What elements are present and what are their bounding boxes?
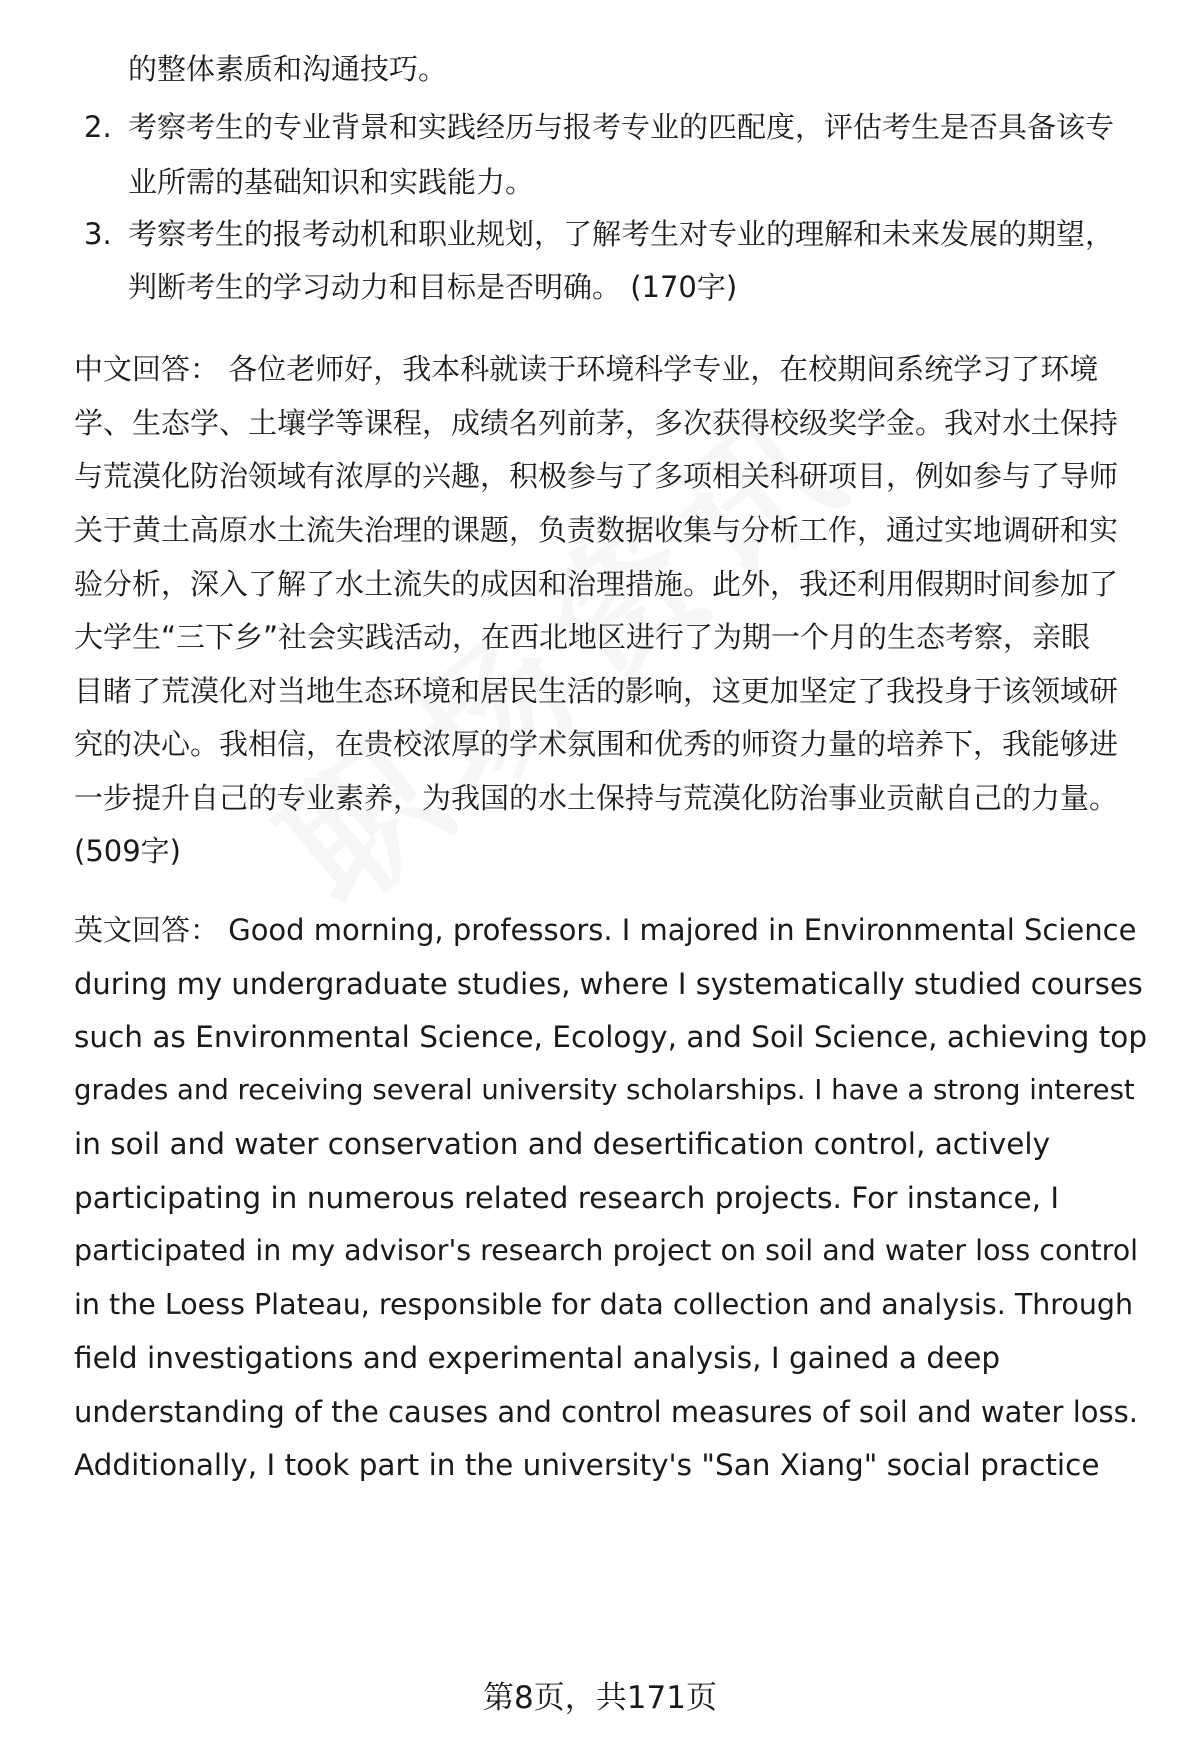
chinese-answer-line: 大学生“三下乡”社会实践活动，在西北地区进行了为期一个月的生态考察，亲眼 bbox=[74, 620, 1091, 654]
chinese-answer-line: 目睹了荒漠化对当地生态环境和居民生活的影响，这更加坚定了我投身于该领域研 bbox=[74, 674, 1119, 708]
english-answer-line: understanding of the causes and control measures of soil and water loss. bbox=[74, 1395, 1138, 1429]
list-item-3-number: 3. bbox=[84, 217, 112, 251]
list-item-2-line-2: 业所需的基础知识和实践能力。 bbox=[128, 165, 535, 199]
list-item-2-number: 2. bbox=[84, 110, 112, 144]
list-item-3-line-1: 考察考生的报考动机和职业规划，了解考生对专业的理解和未来发展的期望， bbox=[128, 217, 1115, 251]
page-number-footer: 第8页，共171页 bbox=[483, 1680, 717, 1716]
list-item-3-line-2: 判断考生的学习动力和目标是否明确。 (170字) bbox=[128, 270, 738, 304]
list-item-2-line-1: 考察考生的专业背景和实践经历与报考专业的匹配度，评估考生是否具备该专 bbox=[128, 110, 1115, 144]
chinese-answer-line: 究的决心。我相信，在贵校浓厚的学术氛围和优秀的师资力量的培养下，我能够进 bbox=[74, 727, 1119, 761]
chinese-answer-line: 中文回答： 各位老师好，我本科就读于环境科学专业，在校期间系统学习了环境 bbox=[74, 352, 1099, 386]
list-item-1-tail: 的整体素质和沟通技巧。 bbox=[128, 52, 448, 86]
english-answer-line: participated in my advisor's research project on soil and water loss control bbox=[74, 1234, 1139, 1267]
chinese-answer-line: 与荒漠化防治领域有浓厚的兴趣，积极参与了多项相关科研项目，例如参与了导师 bbox=[74, 459, 1119, 493]
chinese-answer-line: 关于黄土高原水土流失治理的课题，负责数据收集与分析工作，通过实地调研和实 bbox=[74, 513, 1119, 547]
english-answer-line: 英文回答： Good morning, professors. I majored in Environmental Science bbox=[74, 913, 1137, 947]
english-answer-line: participating in numerous related research projects. For instance, I bbox=[74, 1181, 1060, 1215]
english-answer-line: during my undergraduate studies, where I systematically studied courses bbox=[74, 967, 1143, 1001]
english-answer-line: Additionally, I took part in the university's "San Xiang" social practice bbox=[74, 1448, 1100, 1482]
english-answer-line: field investigations and experimental analysis, I gained a deep bbox=[74, 1341, 1001, 1375]
chinese-answer-line: 学、生态学、土壤学等课程，成绩名列前茅，多次获得校级奖学金。我对水土保持 bbox=[74, 406, 1119, 440]
english-answer-line: grades and receiving several university scholarships. I have a strong interest bbox=[74, 1074, 1135, 1106]
chinese-answer-line: 验分析，深入了解了水土流失的成因和治理措施。此外，我还利用假期时间参加了 bbox=[74, 567, 1119, 601]
english-answer-line: in the Loess Plateau, responsible for data collection and analysis. Through bbox=[74, 1288, 1134, 1321]
english-answer-line: in soil and water conservation and desertification control, actively bbox=[74, 1127, 1051, 1161]
english-answer-line: such as Environmental Science, Ecology, and Soil Science, achieving top bbox=[74, 1020, 1148, 1054]
chinese-answer-word-count: (509字) bbox=[74, 834, 181, 868]
chinese-answer-line: 一步提升自己的专业素养，为我国的水土保持与荒漠化防治事业贡献自己的力量。 bbox=[74, 781, 1119, 815]
